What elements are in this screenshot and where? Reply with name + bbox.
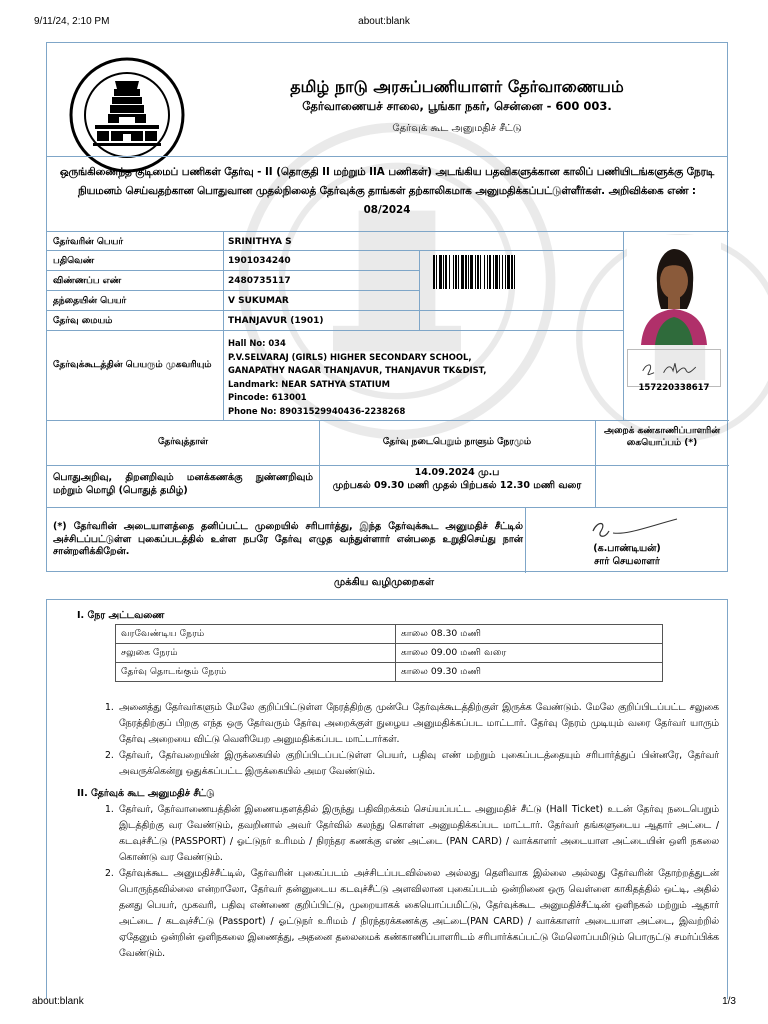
exam-paper: பொதுஅறிவு, திறனறிவும் மனக்கணக்கு நுண்ணறிவும் மற்றும் மொழி (பொதுத் தமிழ்) [53, 472, 313, 496]
label-father-name: தந்தையின் பெயர் [53, 296, 127, 306]
col-paper: தேர்வுத்தாள் [157, 437, 209, 447]
timetable-value: காலை 09.00 மணி வரை [396, 644, 663, 663]
row-exam-centre [47, 310, 623, 330]
org-title: தமிழ் நாடு அரசுப்பணியாளர் தேர்வாணையம் [290, 77, 624, 96]
exam-time: முற்பகல் 09.30 மணி முதல் பிற்பகல் 12.30 மணி வரை [332, 479, 582, 491]
instruction-text: தேர்வர், தேர்வறையின் இருக்கையில் குறிப்பிடப்பட்டுள்ள பெயர், பதிவு எண் மற்றும் புகைப்படத்தையும் சரிபார்த்துப் பின்னரே, தேர்வர் அவருக்கென்று ஒதுக்கப்பட்ட இருக்கையில் அமர வேண்டும். [119, 750, 719, 777]
instruction-text: அனைத்து தேர்வர்களும் மேலே குறிப்பிட்டுள்ள நேரத்திற்கு முன்பே தேர்வுக்கூடத்திற்குள் இருக்க வேண்டும். மேலே குறிப்பிடப்பட்ட சலுகை நேரத்திற்குப் பிறகு எந்த ஒரு தேர்வரும் தேர்வு அறைக்குள் நுழைய அனுமதிக்கப்பட மாட்டார். தேர்வு நேரம் முடியும் வரை தேர்வர் யாரும் தேர்வு அறையை விட்டு வெளியேற அனுமதிக்கப்பட மாட்டார்கள். [119, 702, 719, 745]
venue-line: Landmark: NEAR SATHYA STATIUM [228, 378, 390, 389]
value-father-name: V SUKUMAR [228, 296, 289, 306]
instruction-item: 1. தேர்வர், தேர்வாணையத்தின் இணையதளத்தில் இருந்து பதிவிறக்கம் செய்யப்பட்ட அனுமதிச் சீட்டு (Hall Ticket) உடன் தேர்வு நடைபெறும் இடத்திற்கு வர வேண்டும், தவறினால் அவர் தேர்வில் கலந்து கொள்ள அனுமதிக்கப்பட மாட்டார். தேர்வர் தங்களுடைய ஆதார் அட்டை / கடவுச்சீட்டு (PASSPORT) / ஓட்டுநர் உரிமம் / நிரந்தர கணக்கு எண் அட்டை (PAN CARD) / வாக்காளர் அடையாள அட்டையின் ஒளி நகலை கொண்டு வர வேண்டும். [105, 804, 719, 863]
table-row [116, 663, 663, 682]
instructions-title: முக்கிய வழிமுறைகள் [334, 577, 434, 588]
venue-line: Phone No: 89031529940436-2238268 [228, 405, 406, 416]
instructions-panel [46, 599, 728, 999]
invigilator-declaration: (*) தேர்வரின் அடையாளத்தை தனிப்பட்ட முறையில் சரிபார்த்து, இந்த தேர்வுக்கூட அனுமதிச் சீட்டில் அச்சிடப்பட்டுள்ள புகைப்படத்தில் உள்ள நபரே தேர்வு எழுத வந்துள்ளார் என்பதை உறுதிசெய்து நான் சான்றளிக்கிறேன். [53, 521, 523, 557]
label-venue: தேர்வுக்கூடத்தின் பெயரும் முகவரியும் [53, 360, 212, 370]
label-exam-centre: தேர்வு மையம் [53, 316, 113, 326]
print-datetime: 9/11/24, 2:10 PM [34, 16, 110, 27]
exam-description: ஒருங்கிணைந்த குடிமைப் பணிகள் தேர்வு - II (தொகுதி II மற்றும் IIA பணிகள்) அடங்கிய பதவிகளுக்கான காலிப் பணியிடங்களுக்கு நேரடி நியமனம் செய்வதற்கான பொதுவான முதல்நிலைத் தேர்வுக்கு தாங்கள் தற்காலிகமாக அனுமதிக்கப்பட்டுள்ளீர்கள். அறிவிக்கை எண் : 08/2024 [59, 166, 715, 216]
row-father-name [47, 290, 419, 310]
table-row [116, 644, 663, 663]
col-invigilator-sign: அறைக் கண்காணிப்பாளரின் கையொப்பம் (*) [603, 426, 720, 448]
browser-print-header [0, 16, 768, 30]
officer-name: (க.பாண்டியன்) [593, 543, 661, 554]
exam-datetime [325, 467, 589, 492]
browser-print-footer [0, 996, 768, 1010]
officer-block [537, 543, 717, 568]
photo-number: 157220338617 [638, 383, 710, 393]
print-page-title: about:blank [358, 16, 410, 27]
officer-signature [587, 513, 687, 543]
value-app-no: 2480735117 [228, 276, 291, 286]
instruction-text: தேர்வுக்கூட அனுமதிச்சீட்டில், தேர்வரின் புகைப்படம் அச்சிடப்படவில்லை அல்லது தெளிவாக இல்லை அல்லது தேர்வரின் தோற்றத்துடன் பொருந்தவில்லை என்றாலோ, தேர்வர் தன்னுடைய கடவுச்சீட்டு அளவிலான புகைப்படம் ஒன்றினை ஒரு வெள்ளை காகிதத்தில் ஒட்டி, அதில் தனது பெயர், முகவரி, பதிவு எண்ணை குறிப்பிட்டு, முறையாகக் கையொப்பமிட்டு, தேர்வுக்கூட அனுமதிச்சீட்டின் ஒளிநகல் மற்றும் ஆதார் அட்டை / கடவுச்சீட்டு (Passport) / ஓட்டுநர் உரிமம் / நிரந்தரக்கணக்கு அட்டை(PAN CARD) / வாக்காளர் அடையாள அட்டை, இவற்றில் ஏதேனும் ஒன்றின் ஒளிநகலை இணைத்து, அதனை தலைமைக் கண்காணிப்பாளரிடம் சரிபார்க்கப்பட்டு மேலொப்பமிடும் பொருட்டு சமர்ப்பிக்க வேண்டும். [119, 868, 719, 959]
document-title: தேர்வுக் கூட அனுமதிச் சீட்டு [392, 123, 522, 134]
venue-line: Pincode: 613001 [228, 392, 307, 402]
print-page-number: 1/3 [722, 996, 736, 1007]
org-address: தேர்வாணையச் சாலை, பூங்கா நகர், சென்னை - 600 003. [302, 99, 612, 113]
section-timetable-heading: I. நேர அட்டவணை [77, 610, 165, 621]
timetable [115, 624, 663, 682]
row-app-no [47, 270, 419, 290]
instruction-text: தேர்வர், தேர்வாணையத்தின் இணையதளத்தில் இருந்து பதிவிறக்கம் செய்யப்பட்ட அனுமதிச் சீட்டு (Hall Ticket) உடன் தேர்வு நடைபெறும் இடத்திற்கு வர வேண்டும், தவறினால் அவர் தேர்வில் கலந்து கொள்ள அனுமதிக்கப்பட மாட்டார். தேர்வர் தங்களுடைய ஆதார் அட்டை / கடவுச்சீட்டு (PASSPORT) / ஓட்டுநர் உரிமம் / நிரந்தர கணக்கு எண் அட்டை (PAN CARD) / வாக்காளர் அடையாள அட்டையின் ஒளி நகலை கொண்டு வர வேண்டும். [119, 804, 719, 863]
label-app-no: விண்ணப்ப எண் [53, 276, 122, 286]
venue-line: P.V.SELVARAJ (GIRLS) HIGHER SECONDARY SCHOOL, [228, 351, 472, 362]
label-candidate-name: தேர்வரின் பெயர் [53, 237, 124, 247]
schedule-header [47, 420, 729, 466]
candidate-signature [627, 349, 721, 387]
candidate-photo [627, 235, 721, 345]
exam-date: 14.09.2024 மு.ப [414, 467, 500, 478]
hall-ticket [46, 42, 728, 572]
label-reg-no: பதிவெண் [53, 256, 95, 266]
instruction-item: 1. அனைத்து தேர்வர்களும் மேலே குறிப்பிட்டுள்ள நேரத்திற்கு முன்பே தேர்வுக்கூடத்திற்குள் இருக்க வேண்டும். மேலே குறிப்பிடப்பட்ட சலுகை நேரத்திற்குப் பிறகு எந்த ஒரு தேர்வரும் தேர்வு அறைக்குள் நுழைய அனுமதிக்கப்பட மாட்டார். தேர்வு நேரம் முடியும் வரை தேர்வர் யாரும் தேர்வு அறையை விட்டு வெளியேற அனுமதிக்கப்பட மாட்டார்கள். [105, 702, 719, 745]
barcode [433, 255, 601, 289]
value-exam-centre: THANJAVUR (1901) [228, 316, 324, 326]
timetable-value: காலை 08.30 மணி [396, 625, 663, 644]
timetable-value: காலை 09.30 மணி [396, 663, 663, 682]
tnpsc-emblem-logo [67, 55, 187, 175]
venue-line: Hall No: 034 [228, 338, 286, 348]
instruction-item: 2. தேர்வுக்கூட அனுமதிச்சீட்டில், தேர்வரின் புகைப்படம் அச்சிடப்படவில்லை அல்லது தெளிவாக இல்லை அல்லது தேர்வரின் தோற்றத்துடன் பொருந்தவில்லை என்றாலோ, தேர்வர் தன்னுடைய கடவுச்சீட்டு அளவிலான புகைப்படம் ஒன்றினை ஒரு வெள்ளை காகிதத்தில் ஒட்டி, அதில் தனது பெயர், முகவரி, பதிவு எண்ணை குறிப்பிட்டு, முறையாகக் கையொப்பமிட்டு, தேர்வுக்கூட அனுமதிச்சீட்டின் ஒளிநகல் மற்றும் ஆதார் அட்டை / கடவுச்சீட்டு (Passport) / ஓட்டுநர் உரிமம் / நிரந்தரக்கணக்கு அட்டை(PAN CARD) / வாக்காளர் அடையாள அட்டை, இவற்றில் ஏதேனும் ஒன்றின் ஒளிநகலை இணைத்து, அதனை தலைமைக் கண்காணிப்பாளரிடம் சரிபார்க்கப்பட்டு மேலொப்பமிடும் பொருட்டு சமர்ப்பிக்க வேண்டும். [105, 868, 719, 959]
timetable-label: வரவேண்டிய நேரம் [116, 625, 396, 644]
timetable-label: சலுகை நேரம் [116, 644, 396, 663]
section-hallticket-heading: II. தேர்வுக் கூட அனுமதிச் சீட்டு [77, 788, 215, 799]
table-row [116, 625, 663, 644]
instruction-item: 2. தேர்வர், தேர்வறையின் இருக்கையில் குறிப்பிடப்பட்டுள்ள பெயர், பதிவு எண் மற்றும் புகைப்படத்தையும் சரிபார்த்துப் பின்னரே, தேர்வர் அவருக்கென்று ஒதுக்கப்பட்ட இருக்கையில் அமர வேண்டும். [105, 750, 719, 777]
venue-line: GANAPATHY NAGAR THANJAVUR, THANJAVUR TK&DIST, [228, 365, 487, 375]
timetable-label: தேர்வு தொடங்கும் நேரம் [116, 663, 396, 682]
print-footer-url: about:blank [32, 996, 84, 1007]
value-candidate-name: SRINITHYA S [228, 237, 292, 247]
value-reg-no: 1901034240 [228, 256, 291, 266]
col-datetime: தேர்வு நடைபெறும் நாளும் நேரமும் [382, 437, 532, 447]
venue-address [228, 337, 486, 418]
officer-title: சார் செயலாளர் [594, 555, 660, 567]
